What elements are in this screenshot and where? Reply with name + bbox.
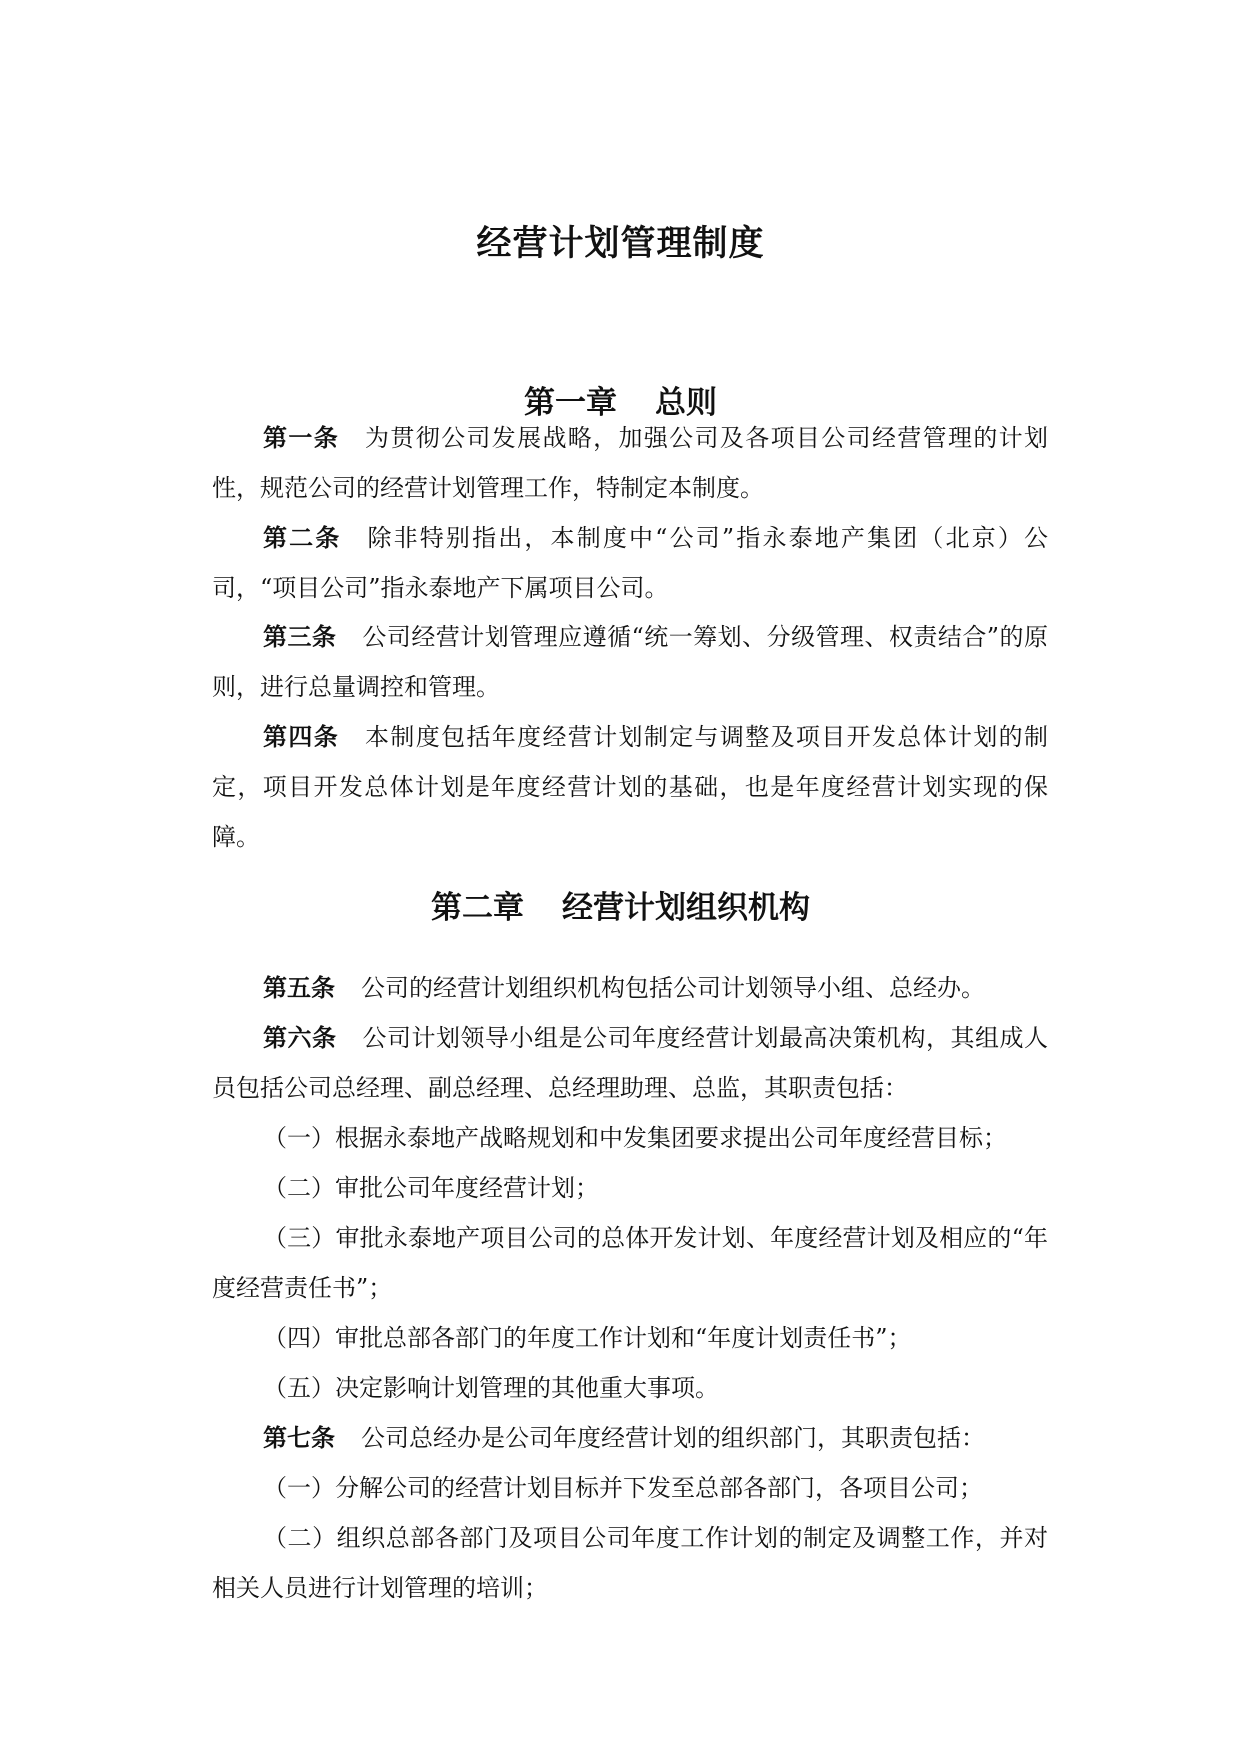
article-6-item-1: （一）根据永泰地产战略规划和中发集团要求提出公司年度经营目标； (263, 1124, 1007, 1152)
article-text: 本制度包括年度经营计划制定与调整及项目开发总体计划的制定，项目开发总体计划是年度经营计划的基础，也是年度经营计划实现的保障。 (212, 723, 1049, 851)
article-label: 第七条 (263, 1424, 335, 1452)
article-text: 公司计划领导小组是公司年度经营计划最高决策机构，其组成人员包括公司总经理、副总经理、总经理助理、总监，其职责包括： (212, 1024, 1048, 1102)
chapter-name: 总则 (655, 385, 717, 421)
article-text: 公司经营计划管理应遵循“统一筹划、分级管理、权责结合”的原则，进行总量调控和管理。 (212, 623, 1048, 701)
article-7 (212, 1413, 1048, 1463)
article-6-item-3: （三）审批永泰地产项目公司的总体开发计划、年度经营计划及相应的“年度经营责任书”； (212, 1224, 1048, 1302)
article-text: 公司总经办是公司年度经营计划的组织部门，其职责包括： (361, 1424, 985, 1452)
article-2 (212, 513, 1048, 613)
article-3 (212, 612, 1048, 712)
article-6-item-4: （四）审批总部各部门的年度工作计划和“年度计划责任书”； (263, 1324, 912, 1352)
article-label: 第四条 (263, 723, 340, 751)
article-6-item-5: （五）决定影响计划管理的其他重大事项。 (263, 1374, 719, 1402)
article-6-item-2: （二）审批公司年度经营计划； (263, 1174, 599, 1202)
chapter-name: 经营计划组织机构 (562, 890, 810, 926)
article-label: 第一条 (263, 424, 340, 452)
article-1 (212, 413, 1048, 513)
article-7-item-2: （二）组织总部各部门及项目公司年度工作计划的制定及调整工作，并对相关人员进行计划管理的培训； (212, 1524, 1048, 1602)
chapter-heading-2 (0, 888, 1241, 928)
article-label: 第三条 (263, 623, 337, 651)
article-label: 第五条 (263, 974, 335, 1002)
article-label: 第二条 (263, 524, 342, 552)
article-text: 除非特别指出，本制度中“公司”指永泰地产集团（北京）公司，“项目公司”指永泰地产下属项目公司。 (212, 524, 1048, 602)
chapter-number: 第二章 (431, 890, 524, 926)
article-4 (212, 712, 1048, 862)
article-6 (212, 1013, 1048, 1113)
document-title: 经营计划管理制度 (476, 224, 765, 264)
article-5 (212, 963, 1048, 1013)
article-text: 为贯彻公司发展战略，加强公司及各项目公司经营管理的计划性，规范公司的经营计划管理工作，特制定本制度。 (212, 424, 1049, 502)
article-label: 第六条 (263, 1024, 337, 1052)
article-7-item-1: （一）分解公司的经营计划目标并下发至总部各部门，各项目公司； (263, 1474, 983, 1502)
chapter-number: 第一章 (524, 385, 617, 421)
article-text: 公司的经营计划组织机构包括公司计划领导小组、总经办。 (361, 974, 985, 1002)
